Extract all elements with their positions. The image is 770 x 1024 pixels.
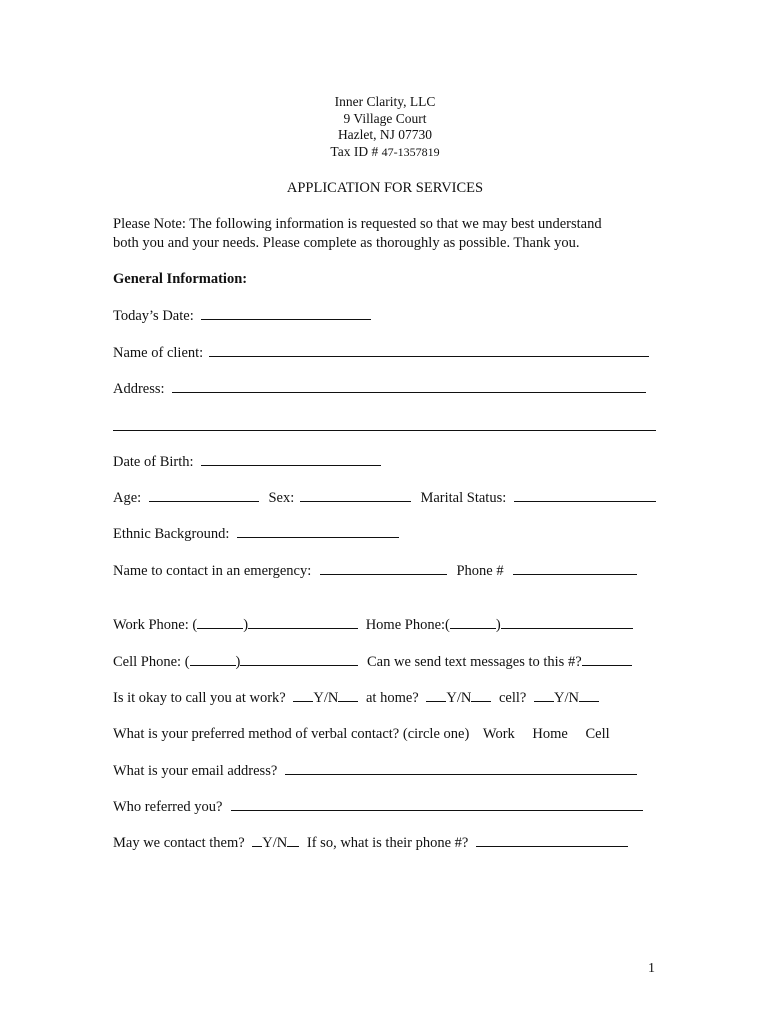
tax-id: [0, 144, 770, 161]
call-home-label: at home?: [365, 690, 419, 706]
dob-row: [113, 452, 656, 471]
tax-id-label: Tax ID #: [330, 143, 382, 159]
home-phone-label: Home Phone:(: [365, 617, 450, 633]
call-cell-yn[interactable]: Y/N: [553, 690, 579, 706]
todays-date-label: Today’s Date:: [113, 308, 194, 324]
emergency-label: Name to contact in an emergency:: [113, 563, 312, 579]
company-name: Inner Clarity, LLC: [334, 94, 436, 109]
preferred-option-cell[interactable]: Cell: [585, 726, 610, 742]
marital-status-label: Marital Status:: [420, 490, 507, 506]
client-name-label: Name of client:: [113, 345, 204, 361]
client-name-row: [113, 343, 656, 362]
contact-referrer-row: [113, 833, 656, 852]
intro-note-line-2: both you and your needs. Please complete as thoroughly as possible. Thank you.: [113, 234, 580, 251]
age-field[interactable]: [149, 488, 259, 502]
contact-them-field-pre[interactable]: [252, 833, 262, 847]
home-phone-number-field[interactable]: [501, 615, 633, 629]
referred-row: [113, 797, 656, 816]
call-home-field-post[interactable]: [471, 688, 491, 702]
home-phone-paren-close: ): [495, 617, 501, 633]
okay-to-call-row: [113, 688, 656, 707]
call-home-field-pre[interactable]: [426, 688, 446, 702]
work-home-phone-row: [113, 615, 656, 634]
tax-id-number: 47-1357819: [381, 144, 440, 159]
call-home-yn[interactable]: Y/N: [446, 690, 472, 706]
cell-phone-label: Cell Phone: (: [113, 654, 190, 670]
age-sex-marital-row: [113, 488, 656, 507]
intro-note-line-1: Please Note: The following information is requested so that we may best understand: [113, 216, 602, 232]
cell-phone-area-code-field[interactable]: [190, 652, 236, 666]
address-label: Address:: [113, 381, 165, 397]
ethnic-row: [113, 524, 656, 543]
client-name-field[interactable]: [209, 343, 649, 357]
company-city: Hazlet, NJ 07730: [337, 127, 433, 142]
dob-field[interactable]: [201, 452, 381, 466]
referrer-phone-field[interactable]: [476, 833, 628, 847]
work-phone-area-code-field[interactable]: [197, 615, 243, 629]
contact-them-field-post[interactable]: [287, 833, 299, 847]
email-field[interactable]: [285, 761, 637, 775]
address-line-2-field[interactable]: [113, 430, 656, 431]
cell-phone-paren-close: ): [235, 654, 241, 670]
address-field[interactable]: [172, 379, 646, 393]
cell-phone-row: [113, 652, 656, 671]
emergency-row: [113, 561, 656, 580]
call-cell-field-post[interactable]: [579, 688, 599, 702]
referred-field[interactable]: [231, 797, 643, 811]
work-phone-paren-close: ): [243, 617, 249, 633]
sex-field[interactable]: [300, 488, 411, 502]
section-heading: General Information:: [113, 271, 248, 287]
preferred-option-work[interactable]: Work: [482, 726, 515, 742]
intro-note: [113, 215, 673, 252]
call-cell-field-pre[interactable]: [534, 688, 554, 702]
text-messages-label: Can we send text messages to this #?: [367, 654, 582, 670]
preferred-contact-row: [113, 725, 656, 743]
address-row: [113, 379, 656, 398]
email-row: [113, 761, 656, 780]
cell-phone-number-field[interactable]: [240, 652, 358, 666]
sex-label: Sex:: [268, 490, 295, 506]
work-phone-number-field[interactable]: [248, 615, 358, 629]
preferred-contact-label: What is your preferred method of verbal contact? (circle one): [113, 726, 470, 742]
ethnic-field[interactable]: [237, 524, 399, 538]
emergency-phone-field[interactable]: [513, 561, 637, 575]
letterhead: [0, 94, 770, 160]
contact-them-yn[interactable]: Y/N: [262, 835, 288, 851]
emergency-phone-label: Phone #: [456, 563, 504, 579]
page-number: 1: [648, 961, 655, 976]
call-work-field-pre[interactable]: [293, 688, 313, 702]
home-phone-area-code-field[interactable]: [450, 615, 496, 629]
contact-them-label: May we contact them?: [113, 835, 245, 851]
todays-date-field[interactable]: [201, 306, 371, 320]
emergency-name-field[interactable]: [320, 561, 447, 575]
referrer-phone-label: If so, what is their phone #?: [306, 835, 469, 851]
call-work-field-post[interactable]: [338, 688, 358, 702]
work-phone-label: Work Phone: (: [113, 617, 198, 633]
ethnic-label: Ethnic Background:: [113, 526, 230, 542]
text-messages-field[interactable]: [582, 652, 632, 666]
dob-label: Date of Birth:: [113, 454, 194, 470]
call-work-label: Is it okay to call you at work?: [113, 690, 286, 706]
email-label: What is your email address?: [113, 763, 278, 779]
company-street: 9 Village Court: [343, 110, 427, 126]
form-title: APPLICATION FOR SERVICES: [286, 180, 484, 196]
marital-status-field[interactable]: [514, 488, 656, 502]
todays-date-row: [113, 306, 656, 325]
preferred-option-home[interactable]: Home: [532, 726, 568, 742]
call-cell-label: cell?: [498, 690, 527, 706]
age-label: Age:: [113, 490, 142, 506]
call-work-yn[interactable]: Y/N: [313, 690, 339, 706]
referred-label: Who referred you?: [113, 799, 223, 815]
